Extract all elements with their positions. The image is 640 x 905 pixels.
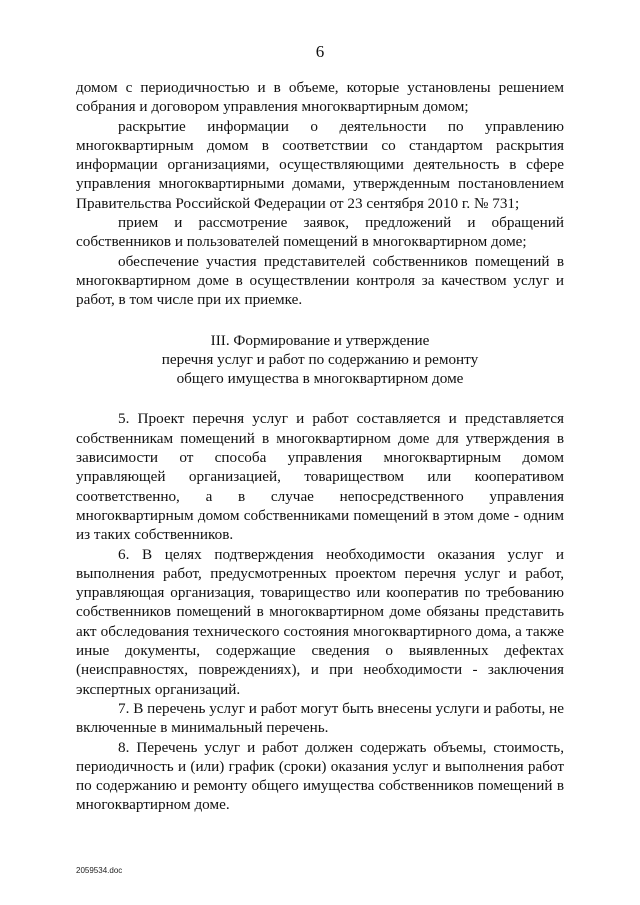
paragraph-owner-participation: обеспечение участия представителей собственников помещений в многоквартирном доме в осуществлении контроля за качеством услуг и работ, в том числе при их приемке. [76, 252, 564, 309]
document-body [76, 78, 564, 815]
paragraph-continuation: домом с периодичностью и в объеме, которые установлены решением собрания и договором управления многоквартирным домом; [76, 79, 564, 116]
section-heading [76, 331, 564, 389]
paragraph-item-6: 6. В целях подтверждения необходимости оказания услуг и выполнения работ, предусмотренных проектом перечня услуг и работ, управляющая организация, товарищество или кооператив по требованию собственников помещений в многоквартирном доме обязаны представить акт обследования технического состояния многоквартирного дома, а также иные документы, содержащие сведения о выявленных дефектах (неисправностях, повреждениях), и при необходимости - заключения экспертных организаций. [76, 545, 564, 698]
paragraph-item-7: 7. В перечень услуг и работ могут быть внесены услуги и работы, не включенные в минимальный перечень. [76, 699, 564, 737]
page-number: 6 [315, 42, 325, 61]
paragraph-item-5: 5. Проект перечня услуг и работ составляется и представляется собственникам помещений в многоквартирном доме для утверждения в зависимости от способа управления многоквартирным домом управляющей организацией, товариществом или кооперативом соответственно, а в случае непосредственного управления многоквартирным домом собственниками помещений в этом доме - одним из таких собственников. [76, 410, 564, 544]
section-heading-line-3: общего имущества в многоквартирном доме [176, 370, 464, 388]
paragraph-disclosure: раскрытие информации о деятельности по управлению многоквартирным домом в соответствии со стандартом раскрытия информации организациями, осуществляющими деятельность в сфере управления многоквартирными домами, утвержденным постановлением Правительства Российской Федерации от 23 сентября 2010 г. № 731; [76, 117, 564, 212]
paragraph-item-8: 8. Перечень услуг и работ должен содержать объемы, стоимость, периодичность и (или) график (сроки) оказания услуг и выполнения работ по содержанию и ремонту общего имущества собственников помещений в многоквартирном доме. [76, 738, 564, 814]
footer-filename: 2059534.doc [76, 866, 123, 875]
section-heading-line-1: III. Формирование и утверждение [210, 331, 430, 349]
paragraph-requests: прием и рассмотрение заявок, предложений и обращений собственников и пользователей помещений в многоквартирном доме; [76, 214, 564, 251]
section-heading-line-2: перечня услуг и работ по содержанию и ремонту [161, 350, 479, 368]
